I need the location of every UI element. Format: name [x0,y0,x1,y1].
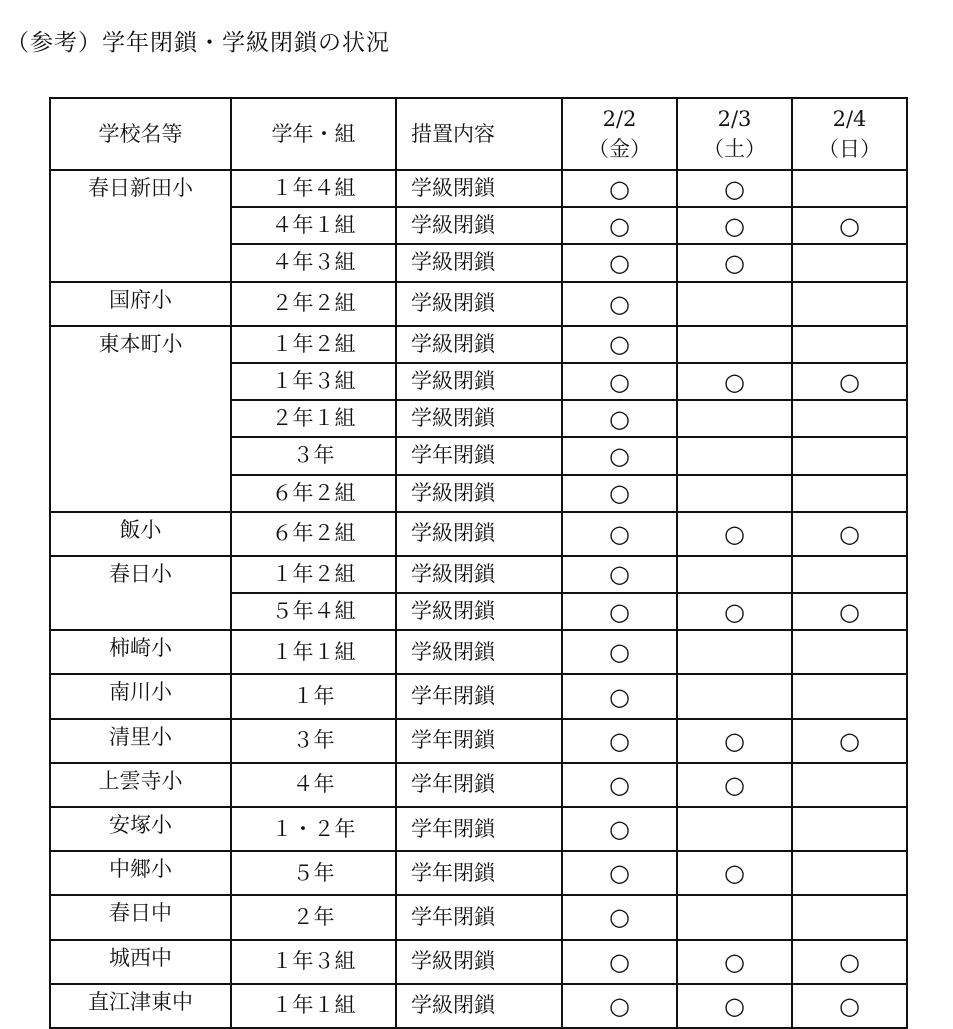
day2-cell [677,895,792,939]
page-title: （参考）学年閉鎖・学級閉鎖の状況 [6,30,390,56]
table-row [50,674,907,718]
table-row [50,556,907,593]
header-day1-weekday: （金） [588,137,651,161]
measure-content: 学級閉鎖 [396,244,562,281]
closure-mark: ○ [839,947,860,976]
grade-class: １年２組 [231,556,396,593]
grade-class: １年２組 [231,326,396,363]
day3-cell [792,630,907,674]
closure-mark: ○ [609,991,630,1020]
day3-cell [792,763,907,807]
header-day1-date: 2/2 [602,106,637,131]
day2-cell [677,400,792,437]
day1-cell [562,512,677,556]
closure-mark: ○ [609,174,630,203]
grade-class: ６年２組 [231,475,396,512]
closure-mark: ○ [724,726,745,755]
day3-cell [792,363,907,400]
closure-mark: ○ [609,859,630,888]
day2-cell [677,593,792,630]
day2-cell [677,244,792,281]
closure-mark: ○ [609,597,630,626]
header-content: 措置内容 [396,98,562,170]
day1-cell [562,282,677,326]
closure-mark: ○ [839,991,860,1020]
table-row [50,512,907,556]
closure-mark: ○ [724,597,745,626]
day3-cell [792,895,907,939]
measure-content: 学年閉鎖 [396,895,562,939]
day2-cell [677,556,792,593]
day3-cell [792,719,907,763]
table-row [50,895,907,939]
measure-content: 学年閉鎖 [396,437,562,474]
measure-content: 学級閉鎖 [396,984,562,1028]
grade-class: １・２年 [231,807,396,851]
grade-class: ４年 [231,763,396,807]
day1-cell [562,400,677,437]
closure-mark: ○ [609,479,630,508]
header-day3-date: 2/4 [832,106,867,131]
grade-class: １年１組 [231,630,396,674]
measure-content: 学年閉鎖 [396,719,562,763]
header-day3 [792,98,907,170]
school-name: 上雲寺小 [50,763,231,807]
closure-mark: ○ [609,815,630,844]
measure-content: 学年閉鎖 [396,674,562,718]
school-name: 国府小 [50,282,231,326]
grade-class: １年４組 [231,170,396,207]
table-row [50,630,907,674]
day1-cell [562,895,677,939]
closure-mark: ○ [839,519,860,548]
measure-content: 学級閉鎖 [396,400,562,437]
day1-cell [562,940,677,984]
grade-class: ４年３組 [231,244,396,281]
day1-cell [562,807,677,851]
closure-mark: ○ [609,248,630,277]
closure-mark: ○ [609,367,630,396]
header-day2-weekday: （土） [703,137,766,161]
closure-mark: ○ [609,441,630,470]
closure-mark: ○ [839,367,860,396]
day3-cell [792,207,907,244]
day2-cell [677,807,792,851]
header-grade: 学年・組 [231,98,396,170]
closure-mark: ○ [609,903,630,932]
measure-content: 学級閉鎖 [396,630,562,674]
school-name: 南川小 [50,674,231,718]
grade-class: ４年１組 [231,207,396,244]
header-day3-weekday: （日） [818,137,881,161]
grade-class: ６年２組 [231,512,396,556]
closure-mark: ○ [609,726,630,755]
closure-mark: ○ [724,367,745,396]
day3-cell [792,170,907,207]
header-day1 [562,98,677,170]
table-row [50,763,907,807]
measure-content: 学級閉鎖 [396,326,562,363]
closure-mark: ○ [724,947,745,976]
closure-mark: ○ [609,289,630,318]
measure-content: 学年閉鎖 [396,763,562,807]
day1-cell [562,556,677,593]
closure-mark: ○ [609,211,630,240]
table-row [50,170,907,207]
table-row [50,282,907,326]
measure-content: 学級閉鎖 [396,282,562,326]
day3-cell [792,940,907,984]
day1-cell [562,207,677,244]
day3-cell [792,475,907,512]
closure-mark: ○ [609,947,630,976]
school-name: 春日新田小 [50,170,231,282]
grade-class: １年３組 [231,940,396,984]
closure-mark: ○ [839,597,860,626]
day3-cell [792,851,907,895]
table-row [50,851,907,895]
table-header-row [50,98,907,170]
table-row [50,326,907,363]
day1-cell [562,244,677,281]
closure-mark: ○ [609,638,630,667]
closure-mark: ○ [609,330,630,359]
closure-mark: ○ [724,174,745,203]
day2-cell [677,170,792,207]
day3-cell [792,512,907,556]
day1-cell [562,437,677,474]
school-name: 安塚小 [50,807,231,851]
grade-class: ５年４組 [231,593,396,630]
day3-cell [792,437,907,474]
header-day2 [677,98,792,170]
day1-cell [562,326,677,363]
day3-cell [792,984,907,1028]
closure-mark: ○ [724,859,745,888]
day1-cell [562,763,677,807]
day3-cell [792,593,907,630]
day2-cell [677,363,792,400]
school-name: 清里小 [50,719,231,763]
header-day2-date: 2/3 [717,106,752,131]
day2-cell [677,437,792,474]
day1-cell [562,593,677,630]
day2-cell [677,940,792,984]
grade-class: ２年 [231,895,396,939]
day1-cell [562,851,677,895]
measure-content: 学級閉鎖 [396,593,562,630]
grade-class: ２年２組 [231,282,396,326]
measure-content: 学級閉鎖 [396,475,562,512]
day2-cell [677,851,792,895]
measure-content: 学年閉鎖 [396,807,562,851]
school-name: 東本町小 [50,326,231,512]
school-name: 飯小 [50,512,231,556]
day2-cell [677,674,792,718]
day3-cell [792,556,907,593]
grade-class: ５年 [231,851,396,895]
day3-cell [792,807,907,851]
closure-mark: ○ [609,682,630,711]
day1-cell [562,363,677,400]
closure-mark: ○ [609,770,630,799]
closure-mark: ○ [724,211,745,240]
day1-cell [562,674,677,718]
grade-class: ３年 [231,719,396,763]
day1-cell [562,475,677,512]
day2-cell [677,326,792,363]
grade-class: １年 [231,674,396,718]
measure-content: 学級閉鎖 [396,940,562,984]
day1-cell [562,630,677,674]
closure-mark: ○ [724,770,745,799]
grade-class: １年１組 [231,984,396,1028]
measure-content: 学級閉鎖 [396,556,562,593]
day2-cell [677,763,792,807]
day2-cell [677,475,792,512]
school-name: 春日中 [50,895,231,939]
day1-cell [562,170,677,207]
school-name: 中郷小 [50,851,231,895]
closure-mark: ○ [609,404,630,433]
table-row [50,719,907,763]
grade-class: ２年１組 [231,400,396,437]
header-school: 学校名等 [50,98,231,170]
day2-cell [677,719,792,763]
school-name: 柿崎小 [50,630,231,674]
closure-mark: ○ [724,991,745,1020]
closure-mark: ○ [724,519,745,548]
table-row [50,807,907,851]
day3-cell [792,674,907,718]
day2-cell [677,207,792,244]
day3-cell [792,244,907,281]
school-name: 直江津東中 [50,984,231,1028]
grade-class: １年３組 [231,363,396,400]
day3-cell [792,282,907,326]
closure-mark: ○ [609,560,630,589]
day2-cell [677,282,792,326]
measure-content: 学級閉鎖 [396,363,562,400]
measure-content: 学級閉鎖 [396,170,562,207]
closure-mark: ○ [839,211,860,240]
measure-content: 学年閉鎖 [396,851,562,895]
school-name: 春日小 [50,556,231,630]
table-row [50,984,907,1028]
day3-cell [792,400,907,437]
closure-mark: ○ [839,726,860,755]
day1-cell [562,719,677,763]
day2-cell [677,984,792,1028]
closure-mark: ○ [724,248,745,277]
day2-cell [677,630,792,674]
day2-cell [677,512,792,556]
grade-class: ３年 [231,437,396,474]
measure-content: 学級閉鎖 [396,207,562,244]
closure-status-table [49,97,908,1029]
school-name: 城西中 [50,940,231,984]
measure-content: 学級閉鎖 [396,512,562,556]
table-row [50,940,907,984]
day3-cell [792,326,907,363]
closure-mark: ○ [609,519,630,548]
day1-cell [562,984,677,1028]
